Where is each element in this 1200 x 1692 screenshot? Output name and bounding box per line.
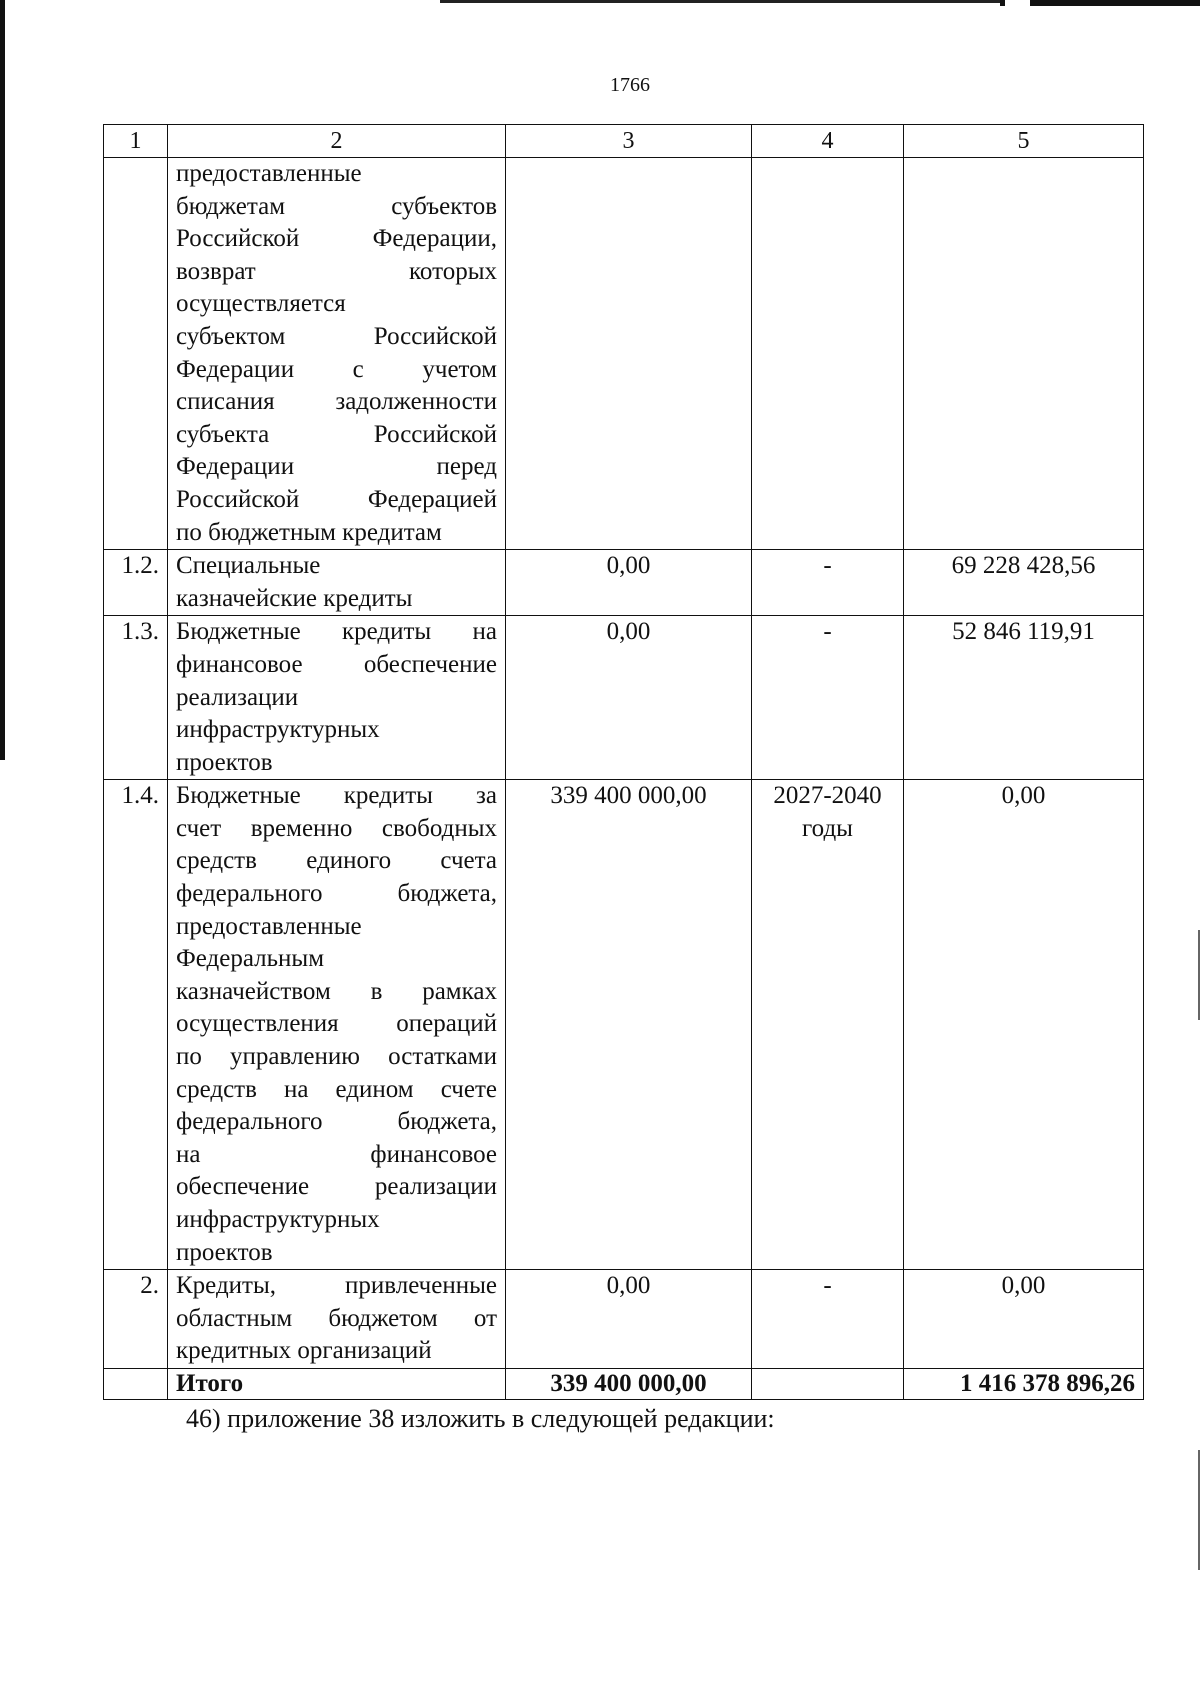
header-col-3: 3 — [506, 125, 752, 158]
description-line: федерального бюджета, — [176, 880, 497, 908]
row-balance: 0,00 — [904, 780, 1144, 1270]
table-row-continuation — [104, 158, 1144, 550]
description-line: областным бюджетом от — [176, 1304, 497, 1332]
total-balance: 1 416 378 896,26 — [904, 1368, 1144, 1399]
description-line: субъекта Российской — [176, 420, 497, 448]
description-line: предоставленные — [176, 912, 362, 940]
row-amount: 0,00 — [506, 550, 752, 616]
row-balance: 69 228 428,56 — [904, 550, 1144, 616]
description-line: субъектом Российской — [176, 322, 497, 350]
row-term — [752, 158, 904, 550]
total-term — [752, 1368, 904, 1399]
description-line: средств единого счета — [176, 847, 497, 875]
description-line: Кредиты, привлеченные — [176, 1272, 497, 1300]
row-balance: 0,00 — [904, 1270, 1144, 1369]
page-number: 1766 — [610, 74, 650, 96]
table-row-total — [104, 1368, 1144, 1399]
description-line: списания задолженности — [176, 388, 497, 416]
description-line: Российской Федерации, — [176, 225, 497, 253]
description-line: возврат которых — [176, 257, 497, 285]
description-line: Бюджетные кредиты на — [176, 618, 497, 646]
row-number — [104, 1368, 168, 1399]
table-row-1-2 — [104, 550, 1144, 616]
description-line: счет временно свободных — [176, 814, 497, 842]
scan-artifact-mark — [1000, 0, 1005, 6]
row-term: - — [752, 616, 904, 780]
description-line: осуществляется — [176, 290, 346, 318]
description-line: казначейством в рамках — [176, 977, 497, 1005]
total-amount: 339 400 000,00 — [506, 1368, 752, 1399]
row-term: - — [752, 1270, 904, 1369]
description-line: Федерации с учетом — [176, 355, 497, 383]
description-line: предоставленные — [176, 160, 362, 187]
header-col-4: 4 — [752, 125, 904, 158]
description-line: финансовое обеспечение — [176, 650, 497, 678]
row-balance — [904, 158, 1144, 550]
row-amount: 339 400 000,00 — [506, 780, 752, 1270]
amendment-note: 46) приложение 38 изложить в следующей редакции: — [186, 1404, 775, 1433]
row-amount: 0,00 — [506, 1270, 752, 1369]
description-line: Федеральным — [176, 945, 325, 973]
header-col-2: 2 — [168, 125, 506, 158]
row-number — [104, 158, 168, 550]
description-line: по бюджетным кредитам — [176, 518, 442, 546]
description-line: реализации — [176, 683, 299, 711]
row-amount — [506, 158, 752, 550]
description-line: казначейские кредиты — [176, 584, 413, 612]
header-col-5: 5 — [904, 125, 1144, 158]
table-header-row — [104, 125, 1144, 158]
row-term: - — [752, 550, 904, 616]
description-line: инфраструктурных — [176, 716, 380, 744]
description-line: кредитных организаций — [176, 1337, 432, 1365]
row-balance: 52 846 119,91 — [904, 616, 1144, 780]
table-row-2 — [104, 1270, 1144, 1369]
row-number: 1.4. — [104, 780, 168, 1270]
table-row-1-3 — [104, 616, 1144, 780]
description-line: Бюджетные кредиты за — [176, 782, 497, 810]
total-label: Итого — [168, 1368, 506, 1399]
row-number: 1.2. — [104, 550, 168, 616]
description-line: Российской Федерацией — [176, 485, 497, 513]
row-description — [168, 616, 506, 780]
row-number: 2. — [104, 1270, 168, 1369]
description-line: средств на едином счете — [176, 1075, 497, 1103]
header-col-1: 1 — [104, 125, 168, 158]
description-line: бюджетам субъектов — [176, 192, 497, 220]
row-description — [168, 550, 506, 616]
description-line: по управлению остатками — [176, 1043, 497, 1071]
scan-artifact-left-edge — [0, 0, 5, 760]
description-line: Федерации перед — [176, 453, 497, 481]
description-line: обеспечение реализации — [176, 1173, 497, 1201]
description-line: инфраструктурных — [176, 1206, 380, 1233]
row-number: 1.3. — [104, 616, 168, 780]
row-description — [168, 158, 506, 550]
description-line: федерального бюджета, — [176, 1108, 497, 1136]
row-description — [168, 780, 506, 1270]
description-line: осуществления операций — [176, 1010, 497, 1038]
budget-credits-table — [103, 124, 1144, 1400]
row-amount: 0,00 — [506, 616, 752, 780]
description-line: проектов — [176, 1238, 273, 1266]
scan-artifact-top-bar — [1030, 0, 1200, 6]
row-term: 2027-2040 годы — [752, 780, 904, 1270]
description-line: проектов — [176, 748, 273, 776]
description-line: Специальные — [176, 552, 321, 580]
table-row-1-4 — [104, 780, 1144, 1270]
scan-artifact-top-line — [440, 0, 1000, 3]
description-line: на финансовое — [176, 1140, 497, 1168]
row-description — [168, 1270, 506, 1369]
